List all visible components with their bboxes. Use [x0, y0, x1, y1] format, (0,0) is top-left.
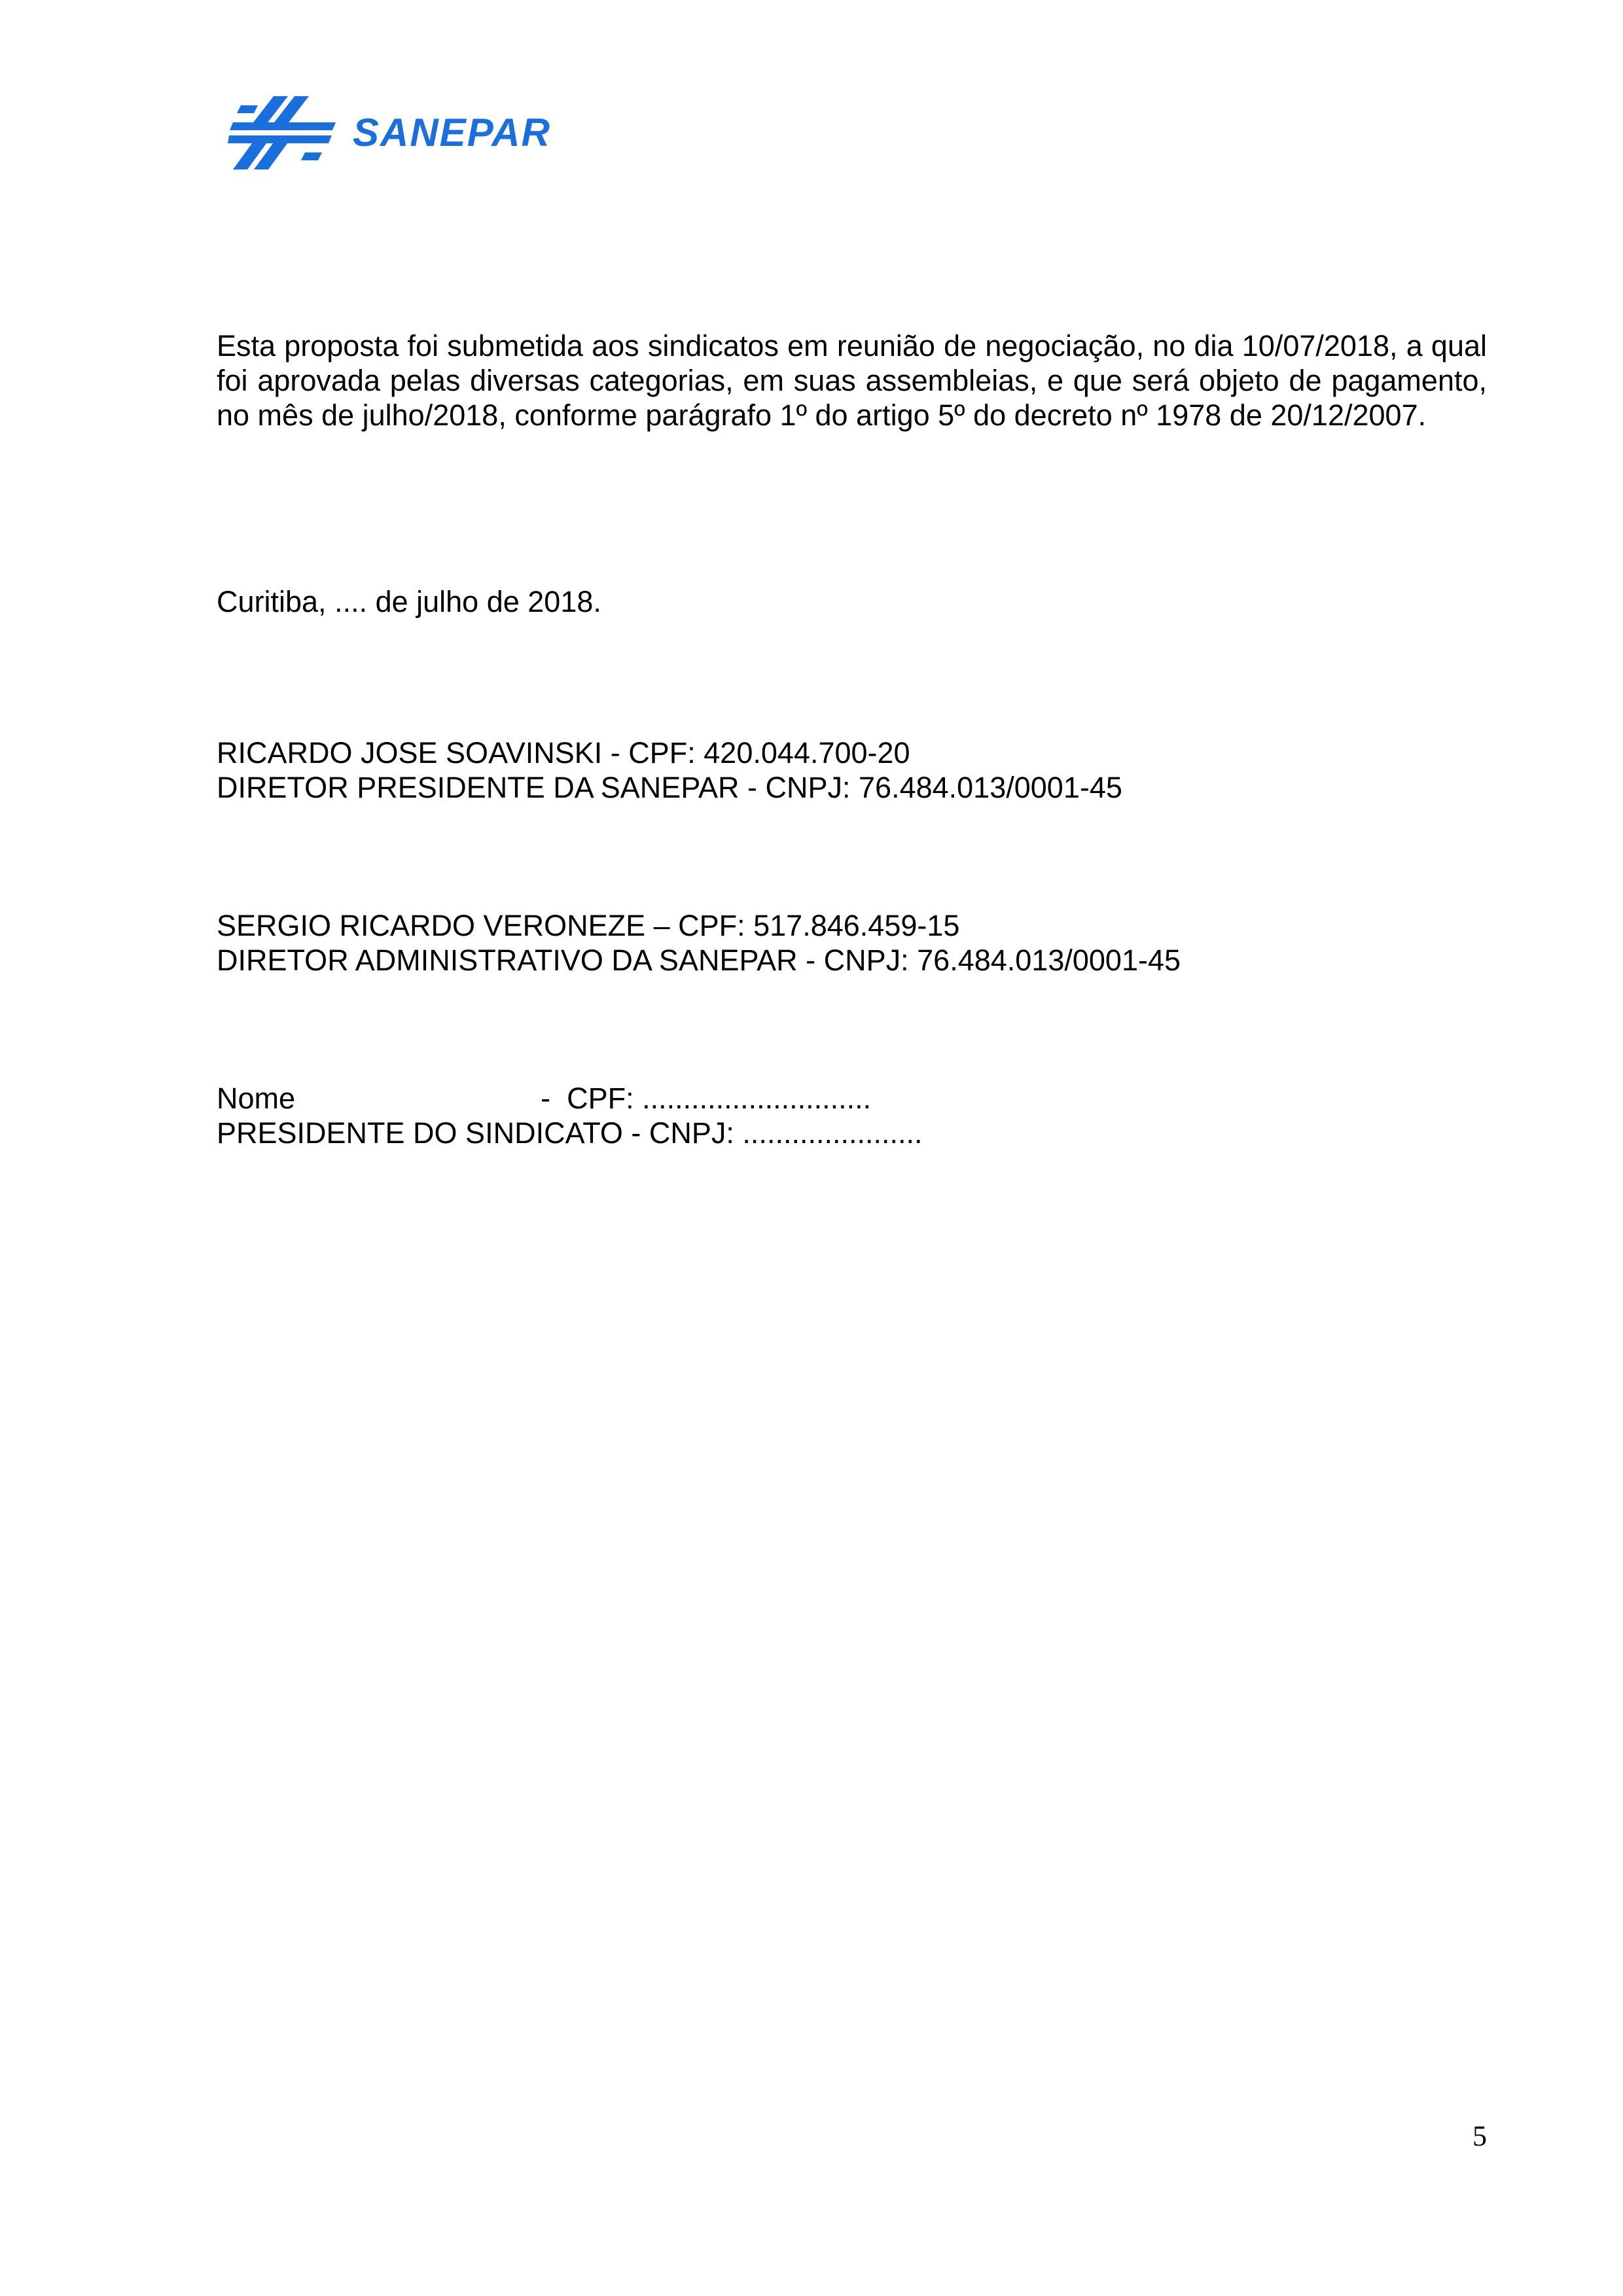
sanepar-logo	[228, 95, 551, 170]
sanepar-logo-icon	[228, 96, 336, 169]
page-number: 5	[1472, 2120, 1487, 2152]
signatory-3-name: Nome - CPF: ............................	[217, 1082, 872, 1115]
signatory-3-title: PRESIDENTE DO SINDICATO - CNPJ: ......................	[217, 1116, 923, 1150]
signatory-2-name: SERGIO RICARDO VERONEZE – CPF: 517.846.459-15	[217, 909, 960, 942]
body-paragraph: Esta proposta foi submetida aos sindicatos em reunião de negociação, no dia 10/07/2018, a qual foi aprovada pelas diversas categorias, em suas assembleias, e que será objeto de pagamento, no mês de julho/2018, conforme parágrafo 1º do artigo 5º do decreto nº 1978 de 20/12/2007.	[217, 329, 1487, 432]
logo-wordmark: SANEPAR	[353, 110, 551, 154]
dateline: Curitiba, .... de julho de 2018.	[217, 585, 601, 618]
signatory-1-name: RICARDO JOSE SOAVINSKI - CPF: 420.044.700-20	[217, 736, 910, 769]
signatory-1-title: DIRETOR PRESIDENTE DA SANEPAR - CNPJ: 76.484.013/0001-45	[217, 771, 1122, 804]
signatory-2-title: DIRETOR ADMINISTRATIVO DA SANEPAR - CNPJ: 76.484.013/0001-45	[217, 944, 1181, 977]
